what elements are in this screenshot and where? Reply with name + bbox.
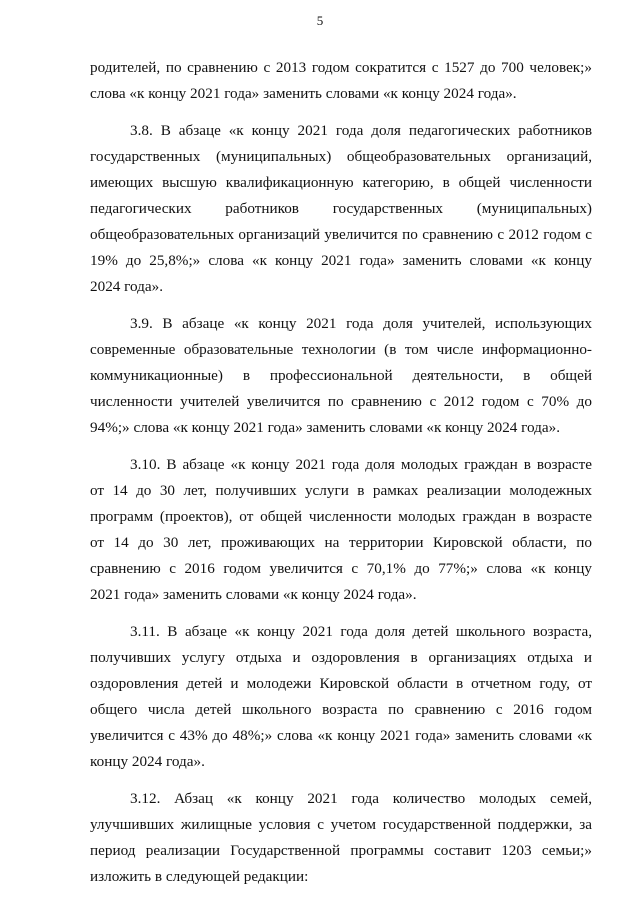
text-line: общеобразовательных организаций увеличится по сравнению с 2012 годом с <box>90 226 592 243</box>
paragraph-3-8 <box>90 118 592 300</box>
text-line: 3.9. В абзаце «к концу 2021 года доля учителей, использующих <box>130 315 592 332</box>
text-line: родителей, по сравнению с 2013 годом сократится с 1527 до 700 человек;» <box>90 59 592 76</box>
text-line: период реализации Государственной программы составит 1203 семьи;» <box>90 842 592 859</box>
text-line: 94%;» слова «к концу 2021 года» заменить словами «к концу 2024 года». <box>90 419 561 436</box>
text-line: численности учителей увеличится по сравнению с 2012 годом с 70% до <box>90 393 592 410</box>
page-number: 5 <box>316 13 324 28</box>
text-line: имеющих высшую квалификационную категорию, в общей численности <box>90 174 592 191</box>
text-line: программ (проектов), от общей численности молодых граждан в возрасте <box>90 508 592 525</box>
paragraph-3-10 <box>90 452 592 608</box>
text-line: педагогических работников государственных (муниципальных) <box>90 200 592 217</box>
text-line: от 14 до 30 лет, получивших услуги в рамках реализации молодежных <box>90 482 592 499</box>
paragraph-3-11 <box>90 619 592 775</box>
text-line: оздоровления детей и молодежи Кировской области в отчетном году, от <box>90 675 592 692</box>
paragraph-3-12 <box>90 786 592 890</box>
text-line: 3.12. Абзац «к концу 2021 года количество молодых семей, <box>130 790 592 807</box>
text-line: 3.10. В абзаце «к концу 2021 года доля молодых граждан в возрасте <box>130 456 592 473</box>
text-line: 2021 года» заменить словами «к концу 2024 года». <box>90 586 417 603</box>
paragraph-3-9 <box>90 311 592 441</box>
text-line: современные образовательные технологии (в том числе информационно- <box>90 341 592 358</box>
text-line: слова «к концу 2021 года» заменить словами «к концу 2024 года». <box>90 85 517 102</box>
text-line: получивших услугу отдыха и оздоровления в организациях отдыха и <box>90 649 592 666</box>
text-line: от 14 до 30 лет, проживающих на территории Кировской области, по <box>90 534 592 551</box>
text-line: сравнению с 2016 годом увеличится с 70,1% до 77%;» слова «к концу <box>90 560 592 577</box>
text-line: 3.8. В абзаце «к концу 2021 года доля педагогических работников <box>130 122 592 139</box>
text-line: увеличится с 43% до 48%;» слова «к концу 2021 года» заменить словами «к <box>90 727 592 744</box>
text-line: концу 2024 года». <box>90 753 205 770</box>
text-line: 19% до 25,8%;» слова «к концу 2021 года» заменить словами «к концу <box>90 252 592 269</box>
text-line: изложить в следующей редакции: <box>90 868 309 885</box>
text-line: 2024 года». <box>90 278 164 295</box>
document-body <box>90 55 592 901</box>
text-line: коммуникационные) в профессиональной деятельности, в общей <box>90 367 592 384</box>
paragraph-continuation <box>90 55 592 107</box>
text-line: улучшивших жилищные условия с учетом государственной поддержки, за <box>90 816 592 833</box>
text-line: государственных (муниципальных) общеобразовательных организаций, <box>90 148 592 165</box>
text-line: общего числа детей школьного возраста по сравнению с 2016 годом <box>90 701 592 718</box>
text-line: 3.11. В абзаце «к концу 2021 года доля детей школьного возраста, <box>130 623 592 640</box>
